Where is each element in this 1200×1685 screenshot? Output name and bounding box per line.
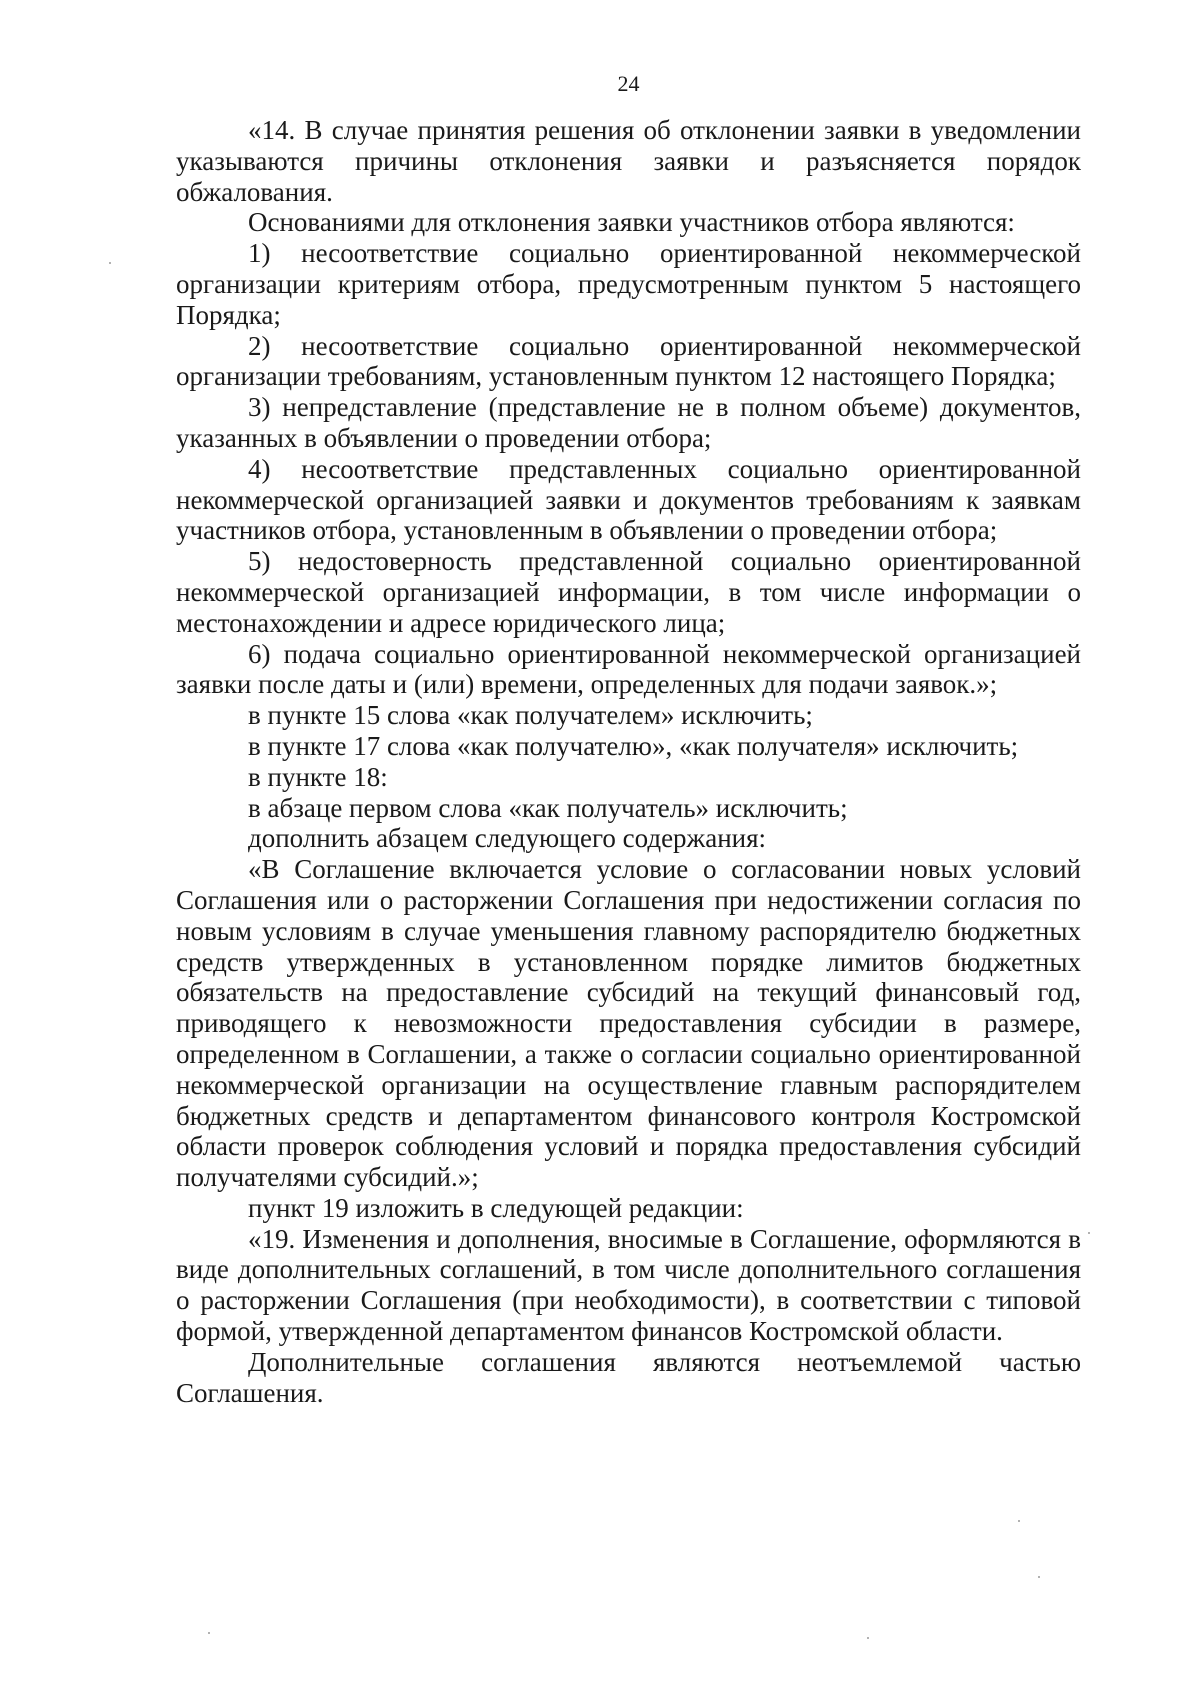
paragraph: в пункте 17 слова «как получателю», «как получателя» исключить; (248, 730, 1019, 761)
paragraph: «14. В случае принятия решения об отклонении заявки в уведомлении указываются причины отклонения заявки и разъясняется порядок обжалования. (176, 115, 1081, 207)
list-item: 3) непредставление (представление не в полном объеме) документов, указанных в объявлении о проведении отбора; (176, 392, 1081, 453)
paragraph: Дополнительные соглашения являются неотъемлемой частью Соглашения. (176, 1346, 1081, 1408)
scan-speck (1038, 1576, 1040, 1578)
scan-speck (109, 262, 111, 264)
list-item: 4) несоответствие представленных социально ориентированной некоммерческой организацией заявки и документов требованиям к заявкам участников отбора, установленным в объявлении о проведении отбора; (176, 453, 1081, 546)
scan-speck (867, 1637, 869, 1639)
scan-speck (208, 1632, 210, 1634)
list-item: 6) подача социально ориентированной некоммерческой организацией заявки после даты и (или) времени, определенных для подачи заявок.»; (176, 638, 1081, 700)
paragraph: в пункте 18: (248, 761, 388, 792)
paragraph: дополнить абзацем следующего содержания: (248, 823, 767, 854)
list-item: 5) недостоверность представленной социально ориентированной некоммерческой организацией информации, в том числе информации о местонахождении и адресе юридического лица; (176, 546, 1081, 638)
paragraph: в абзаце первом слова «как получатель» исключить; (248, 792, 848, 823)
scan-speck (1018, 1520, 1020, 1522)
paragraph: в пункте 15 слова «как получателем» исключить; (248, 700, 813, 731)
document-page (176, 72, 1081, 1408)
page-number: 24 (617, 71, 640, 96)
paragraph: «В Соглашение включается условие о согласовании новых условий Соглашения или о расторжении Соглашения при недостижении согласия по новым условиям в случае уменьшения главному распорядителю бюджетных средств утвержденных в установленном порядке лимитов бюджетных обязательств на предоставление субсидий на текущий финансовый год, приводящего к невозможности предоставления субсидии в размере, определенном в Соглашении, а также о согласии социально ориентированной некоммерческой организации на осуществление главным распорядителем бюджетных средств и департаментом финансового контроля Костромской области проверок соблюдения условий и порядка предоставления субсидий получателями субсидий.»; (176, 854, 1081, 1193)
paragraph: «19. Изменения и дополнения, вносимые в Соглашение, оформляются в виде дополнительных соглашений, в том числе дополнительного соглашения о расторжении Соглашения (при необходимости), в соответствии с типовой формой, утвержденной департаментом финансов Костромской области. (176, 1223, 1081, 1347)
paragraph: пункт 19 изложить в следующей редакции: (248, 1192, 744, 1223)
list-item: 2) несоответствие социально ориентированной некоммерческой организации требованиям, установленным пунктом 12 настоящего Порядка; (176, 330, 1081, 392)
paragraph: Основаниями для отклонения заявки участников отбора являются: (248, 207, 1015, 238)
scan-speck (1088, 1232, 1090, 1234)
list-item: 1) несоответствие социально ориентированной некоммерческой организации критериям отбора, предусмотренным пунктом 5 настоящего Порядка; (176, 238, 1081, 330)
